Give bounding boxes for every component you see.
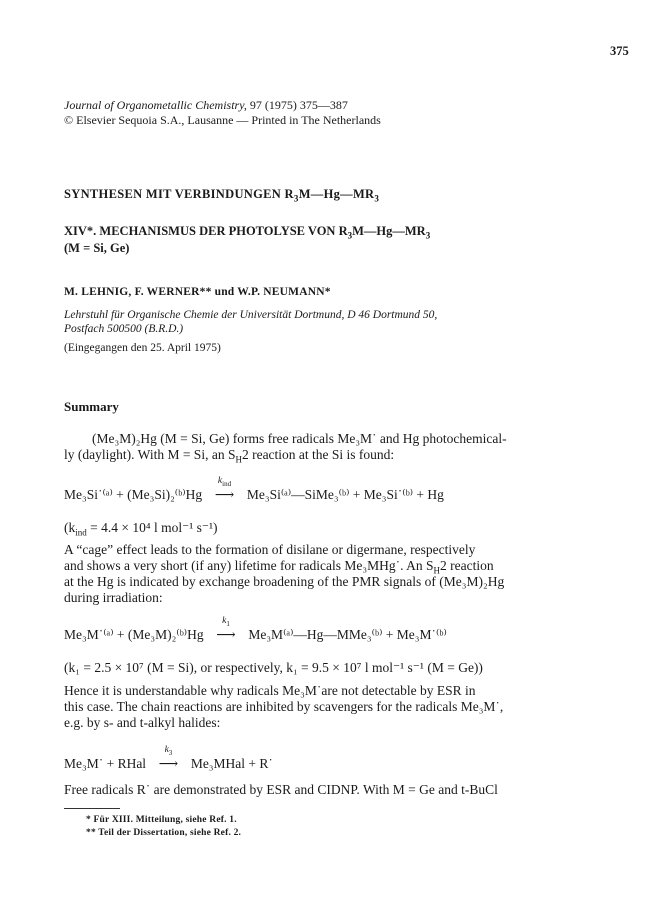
summary-heading: Summary bbox=[64, 399, 119, 414]
series-title: SYNTHESEN MIT VERBINDUNGEN $R_3M—Hg—MR_3$ bbox=[64, 187, 380, 204]
equation-1: Me₃Si˙⁽ᵃ⁾ + (Me₃Si)₂⁽ᵇ⁾Hg $k_{ind}$ ⟶ Me₃Si⁽ᵃ⁾—SiMe₃⁽ᵇ⁾ + Me₃Si˙⁽ᵇ⁾ + Hg bbox=[64, 476, 444, 502]
summary-paragraph-4: Free radicals R˙ are demonstrated by ESR and CIDNP. With M = Ge and t-BuCl bbox=[64, 782, 498, 797]
summary-paragraph-1: (Me₃M)₂Hg (M = Si, Ge) forms free radicals Me₃M˙ and Hg photochemical- ly (daylight). With M = Si, an $S_H2$ reaction at the Si is found: bbox=[64, 431, 507, 465]
page-number: 375 bbox=[610, 44, 629, 58]
summary-paragraph-2: A “cage” effect leads to the formation of disilane or digermane, respectively and shows a very short (if any) lifetime for radicals Me₃MHg˙. An $S_H2$ reaction at the Hg is indicated by exchange broadening of the PMR signals of (Me₃M)₂Hg during irradiation: bbox=[64, 542, 505, 605]
rate-constant-1: ($k_{ind} = 4.4 \times 10^4$ l mol⁻¹ s⁻¹) bbox=[64, 520, 218, 538]
journal-citation-name: Journal of Organometallic Chemistry, bbox=[64, 98, 247, 112]
received-date: (Eingegangen den 25. April 1975) bbox=[64, 342, 221, 354]
journal-header bbox=[64, 98, 381, 128]
affiliation: Lehrstuhl für Organische Chemie der Universität Dortmund, D 46 Dortmund 50, Postfach 500500 (B.R.D.) bbox=[64, 309, 438, 335]
reaction-arrow: $k_{ind}$ ⟶ bbox=[214, 476, 235, 502]
reaction-arrow: $k_1$ ⟶ bbox=[216, 616, 236, 642]
paper-title: XIV*. MECHANISMUS DER PHOTOLYSE VON $R_3M—Hg—MR_3$ (M = Si, Ge) bbox=[64, 224, 431, 255]
journal-citation-volume: 97 (1975) 375—387 bbox=[246, 98, 348, 112]
summary-paragraph-3: Hence it is understandable why radicals Me₃M˙are not detectable by ESR in this case. The chain reactions are inhibited by scavengers for the radicals Me₃M˙, e.g. by s- and t-alkyl halides: bbox=[64, 683, 504, 730]
reaction-arrow: $k_3$ ⟶ bbox=[158, 745, 179, 771]
footnote-1: * Für XIII. Mitteilung, siehe Ref. 1. bbox=[86, 815, 237, 825]
journal-publisher: © Elsevier Sequoia S.A., Lausanne — Printed in The Netherlands bbox=[64, 113, 381, 127]
footnote-2: ** Teil der Dissertation, siehe Ref. 2. bbox=[86, 828, 242, 838]
authors: M. LEHNIG, F. WERNER** und W.P. NEUMANN* bbox=[64, 286, 331, 298]
paper-title-condition: (M = Si, Ge) bbox=[64, 241, 130, 255]
equation-2: Me₃M˙⁽ᵃ⁾ + (Me₃M)₂⁽ᵇ⁾Hg $k_1$ ⟶ Me₃M⁽ᵃ⁾—Hg—MMe₃⁽ᵇ⁾ + Me₃M˙⁽ᵇ⁾ bbox=[64, 616, 447, 642]
footnote-divider bbox=[64, 808, 120, 809]
rate-constant-2: (k₁ = 2.5 × 10⁷ (M = Si), or respectively, k₁ = 9.5 × 10⁷ l mol⁻¹ s⁻¹ (M = Ge)) bbox=[64, 660, 483, 675]
equation-3: Me₃M˙ + RHal $k_3$ ⟶ Me₃MHal + R˙ bbox=[64, 745, 273, 771]
